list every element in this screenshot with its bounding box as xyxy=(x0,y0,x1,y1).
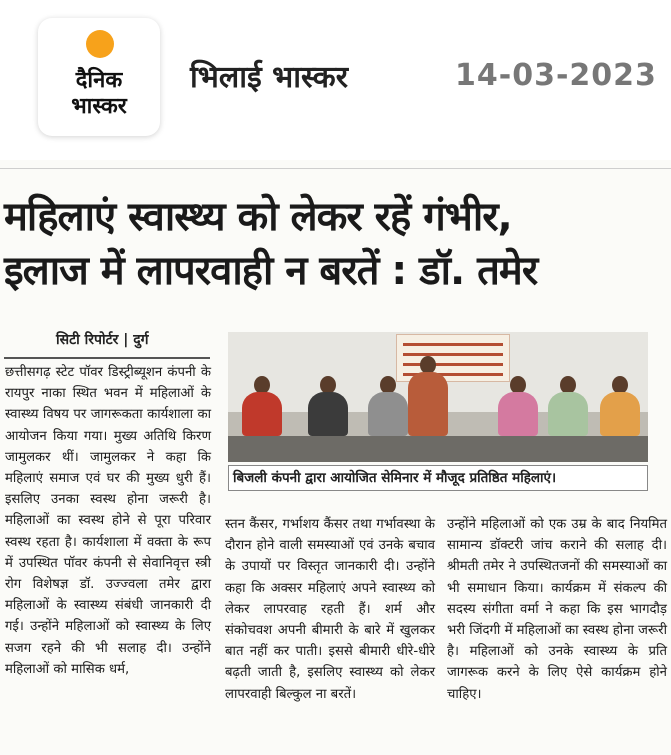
person-figure xyxy=(368,376,408,436)
logo-text-line2: भास्कर xyxy=(71,94,127,119)
headline-line-1: महिलाएं स्वास्थ्य को लेकर रहें गंभीर, xyxy=(4,194,512,240)
person-figure xyxy=(308,376,348,436)
photo-caption: बिजली कंपनी द्वारा आयोजित सेमिनार में मौजूद प्रतिष्ठित महिलाएं। xyxy=(228,465,648,491)
headline-line-2: इलाज में लापरवाही न बरतें : डॉ. तमेर xyxy=(4,248,538,294)
sun-icon xyxy=(86,30,114,58)
publication-date: 14-03-2023 xyxy=(455,58,657,93)
logo-text-line1: दैनिक xyxy=(75,68,123,93)
clipping-top-rule xyxy=(0,168,671,169)
dainik-bhaskar-logo[interactable] xyxy=(38,18,160,136)
speaker-figure xyxy=(408,356,448,436)
edition-title: भिलाई भास्कर xyxy=(190,60,348,95)
article-column-1: छत्तीसगढ़ स्टेट पॉवर डिस्ट्रीब्यूशन कंपनी के रायपुर नाका स्थित भवन में महिलाओं के स्वास्थ्य विषय पर जागरूकता कार्यशाला का आयोजन किया गया। मुख्य अतिथि किरण जामुलकर थीं। जामुलकर ने कहा कि महिलाएं समाज एवं घर की मुख्य धुरी हैं। इसलिए उनका स्वस्थ होना जरूरी है। महिलाओं का स्वस्थ होने से पूरा परिवार स्वस्थ रहता है। कार्यशाला में वक्ता के रूप में उपस्थित पॉवर कंपनी से सेवानिवृत्त स्त्री रोग विशेषज्ञ डॉ. उज्ज्वला तमेर द्वारा महिलाओं के स्वास्थ्य संबंधी जानकारी दी गई। उन्होंने महिलाओं को स्वास्थ्य के लिए सजग रहने की भी सलाह दी। उन्होंने महिलाओं को मासिक धर्म, xyxy=(5,365,211,677)
seminar-photo xyxy=(228,332,648,462)
article-headline xyxy=(4,190,669,298)
article-column-2: स्तन कैंसर, गर्भाशय कैंसर तथा गर्भावस्था के दौरान होने वाली समस्याओं एवं उनके बचाव के उपायों पर विस्तृत जानकारी दी। उन्होंने कहा कि अक्सर महिलाएं अपने स्वास्थ्य को लेकर लापरवाह रहती हैं। शर्म और संकोचवश अपनी बीमारी के बारे में खुलकर बात नहीं कर पाती। इससे बीमारी धीरे-धीरे बढ़ती जाती है, इसलिए स्वास्थ्य को लेकर लापरवाही बिल्कुल ना बरतें। xyxy=(225,517,435,702)
header xyxy=(0,0,671,150)
person-figure xyxy=(548,376,588,436)
byline: सिटी रिपोर्टर | दुर्ग xyxy=(56,332,149,348)
person-figure xyxy=(600,376,640,436)
person-figure xyxy=(242,376,282,436)
person-figure xyxy=(498,376,538,436)
byline-divider xyxy=(4,357,210,359)
stage-table xyxy=(228,436,648,462)
article-column-3: उन्होंने महिलाओं को एक उम्र के बाद नियमित सामान्य डॉक्टरी जांच कराने की सलाह दी। श्रीमती तमेर ने उपस्थितजनों की समस्याओं का भी समाधान किया। कार्यक्रम में संकल्प की सदस्य संगीता वर्मा ने कहा कि इस भागदौड़ भरी जिंदगी में महिलाओं का स्वस्थ होना जरूरी है। महिलाओं को उनके स्वास्थ्य के प्रति जागरूक करने के लिए ऐसे कार्यक्रम होने चाहिए। xyxy=(447,517,667,702)
